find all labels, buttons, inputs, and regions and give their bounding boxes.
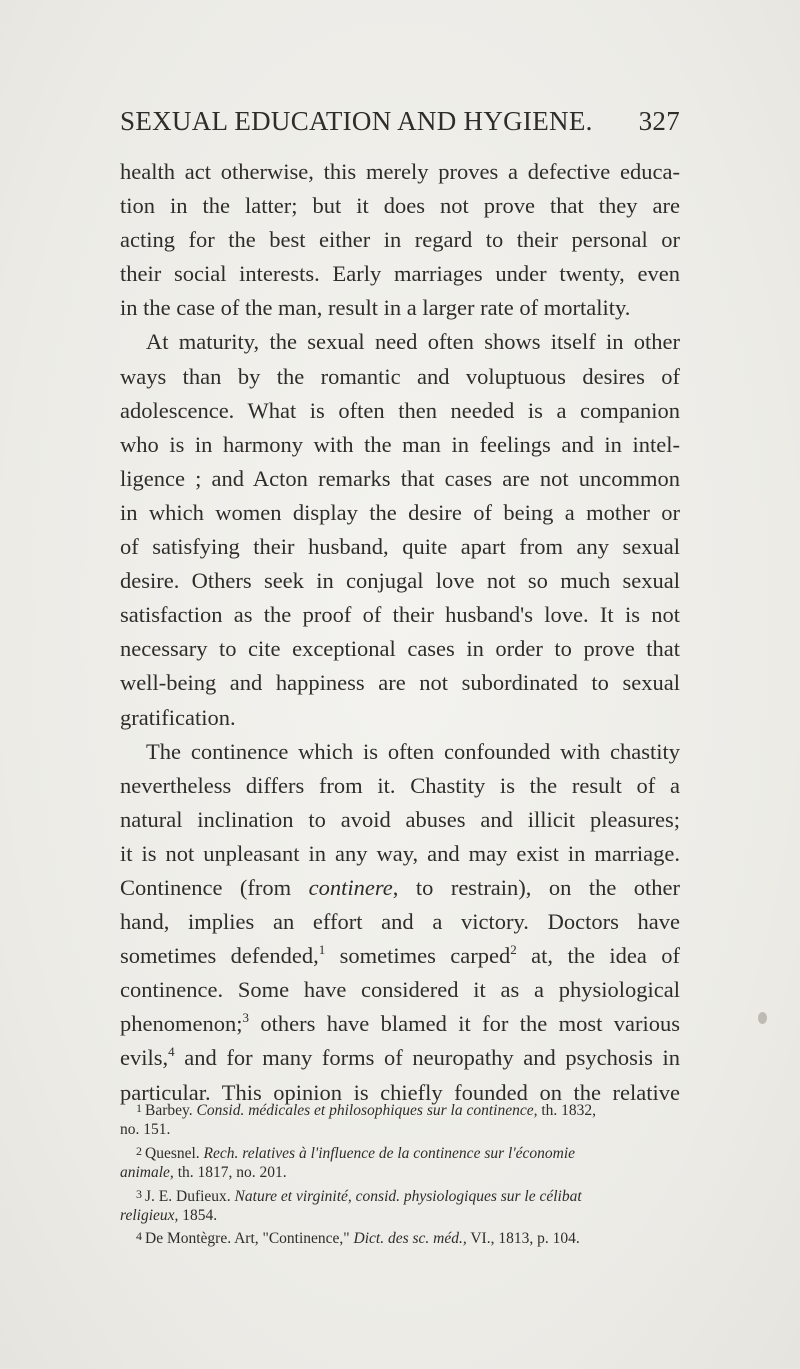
footnote-rest: th. 1817, no. 201.: [177, 1164, 287, 1182]
text-line: satisfaction as the proof of their husband's love. It is not: [120, 602, 680, 628]
text-line: [120, 871, 680, 905]
text-segment: sometimes carped: [325, 943, 511, 969]
text-line: well-being and happiness are not subordinated to sexual: [120, 670, 680, 696]
footnote-ref: 3: [242, 1010, 249, 1026]
footnote-ref: 4: [168, 1044, 175, 1060]
footnote-mark: 3: [136, 1186, 142, 1201]
footnote-mark: 4: [136, 1229, 142, 1244]
text-segment: phenomenon;: [120, 1011, 243, 1037]
footnote-author: J. E. Dufieux.: [145, 1187, 231, 1205]
text-line: tion in the latter; but it does not prove that they are: [120, 193, 680, 219]
footnote-author: De Montègre. Art, "Continence,": [145, 1230, 350, 1248]
text-line: in which women display the desire of being a mother or: [120, 499, 680, 525]
footnote-work: Consid. médicales et philosophiques sur la continence,: [196, 1102, 538, 1119]
footnote-ref: 1: [318, 942, 326, 958]
text-line: gratification.: [120, 704, 236, 730]
paper-speck: [758, 1012, 767, 1024]
running-title: SEXUAL EDUCATION AND HYGIENE.: [120, 106, 593, 136]
text-segment: Continence (from: [120, 874, 292, 900]
footnote-3: [120, 1184, 680, 1205]
text-segment: , to restrain), on the other: [392, 874, 680, 900]
footnote-mark: 1: [136, 1101, 142, 1115]
footnote-2-cont: [120, 1162, 680, 1183]
footnote-1-cont: no. 151.: [120, 1121, 171, 1139]
text-line: At maturity, the sexual need often shows itself in other: [146, 329, 680, 355]
text-line: who is in harmony with the man in feelings and in intel-: [120, 431, 680, 457]
text-line: [120, 1007, 680, 1041]
text-line: necessary to cite exceptional cases in order to prove that: [120, 636, 680, 662]
text-line: hand, implies an effort and a victory. Doctors have: [120, 909, 680, 935]
text-line: nevertheless differs from it. Chastity is the result of a: [120, 772, 680, 798]
text-line: particular. This opinion is chiefly founded on the relative: [120, 1079, 680, 1105]
text-line: in the case of the man, result in a larger rate of mortality.: [120, 295, 631, 321]
text-line: health act otherwise, this merely proves a defective educa-: [120, 159, 680, 184]
footnote-author: Barbey.: [145, 1102, 193, 1119]
footnote-3-cont: [120, 1205, 680, 1226]
body-text: [120, 155, 680, 1110]
footnote-4: [120, 1226, 680, 1247]
italic-word: continere: [308, 874, 393, 900]
text-line: of satisfying their husband, quite apart from any sexual: [120, 534, 680, 560]
text-segment: others have blamed it for the most various: [248, 1011, 680, 1037]
text-line: ligence ; and Acton remarks that cases are not uncommon: [120, 465, 680, 491]
text-line: it is not unpleasant in any way, and may exist in marriage.: [120, 840, 680, 866]
footnote-1: [120, 1098, 680, 1119]
footnote-work: animale,: [120, 1164, 174, 1182]
footnote-ref: 2: [510, 942, 517, 958]
page-number: 327: [638, 106, 680, 136]
footnote-mark: 2: [136, 1143, 142, 1158]
text-line: The continence which is often confounded with chastity: [146, 738, 680, 764]
text-line: acting for the best either in regard to their personal or: [120, 227, 680, 253]
running-head: [120, 104, 680, 138]
text-segment: and for many forms of neuropathy and psychosis in: [174, 1045, 680, 1071]
footnote-work: Rech. relatives à l'influence de la continence sur l'économie: [203, 1144, 576, 1162]
text-segment: at, the idea of: [516, 943, 680, 969]
text-line: adolescence. What is often then needed is a companion: [120, 397, 680, 423]
text-segment: evils,: [120, 1045, 169, 1071]
footnote-rest: th. 1832,: [541, 1102, 597, 1119]
text-line: [120, 1041, 680, 1075]
text-line: [120, 939, 680, 973]
footnote-rest: 1854.: [182, 1206, 218, 1224]
footnote-2: [120, 1141, 680, 1162]
text-line: natural inclination to avoid abuses and illicit pleasures;: [120, 806, 680, 832]
text-line: desire. Others seek in conjugal love not so much sexual: [120, 568, 680, 594]
footnote-work: Dict. des sc. méd.,: [353, 1230, 467, 1248]
footnotes: [120, 1098, 680, 1248]
text-line: continence. Some have considered it as a physiological: [120, 977, 680, 1003]
text-line: their social interests. Early marriages under twenty, even: [120, 261, 680, 287]
text-segment: sometimes defended,: [120, 943, 319, 969]
footnote-work: Nature et virginité, consid. physiologiques sur le célibat: [234, 1187, 582, 1205]
text-line: ways than by the romantic and voluptuous desires of: [120, 363, 680, 389]
footnote-rest: VI., 1813, p. 104.: [470, 1230, 580, 1248]
footnote-work: religieux,: [120, 1206, 179, 1224]
footnote-author: Quesnel.: [145, 1144, 200, 1162]
